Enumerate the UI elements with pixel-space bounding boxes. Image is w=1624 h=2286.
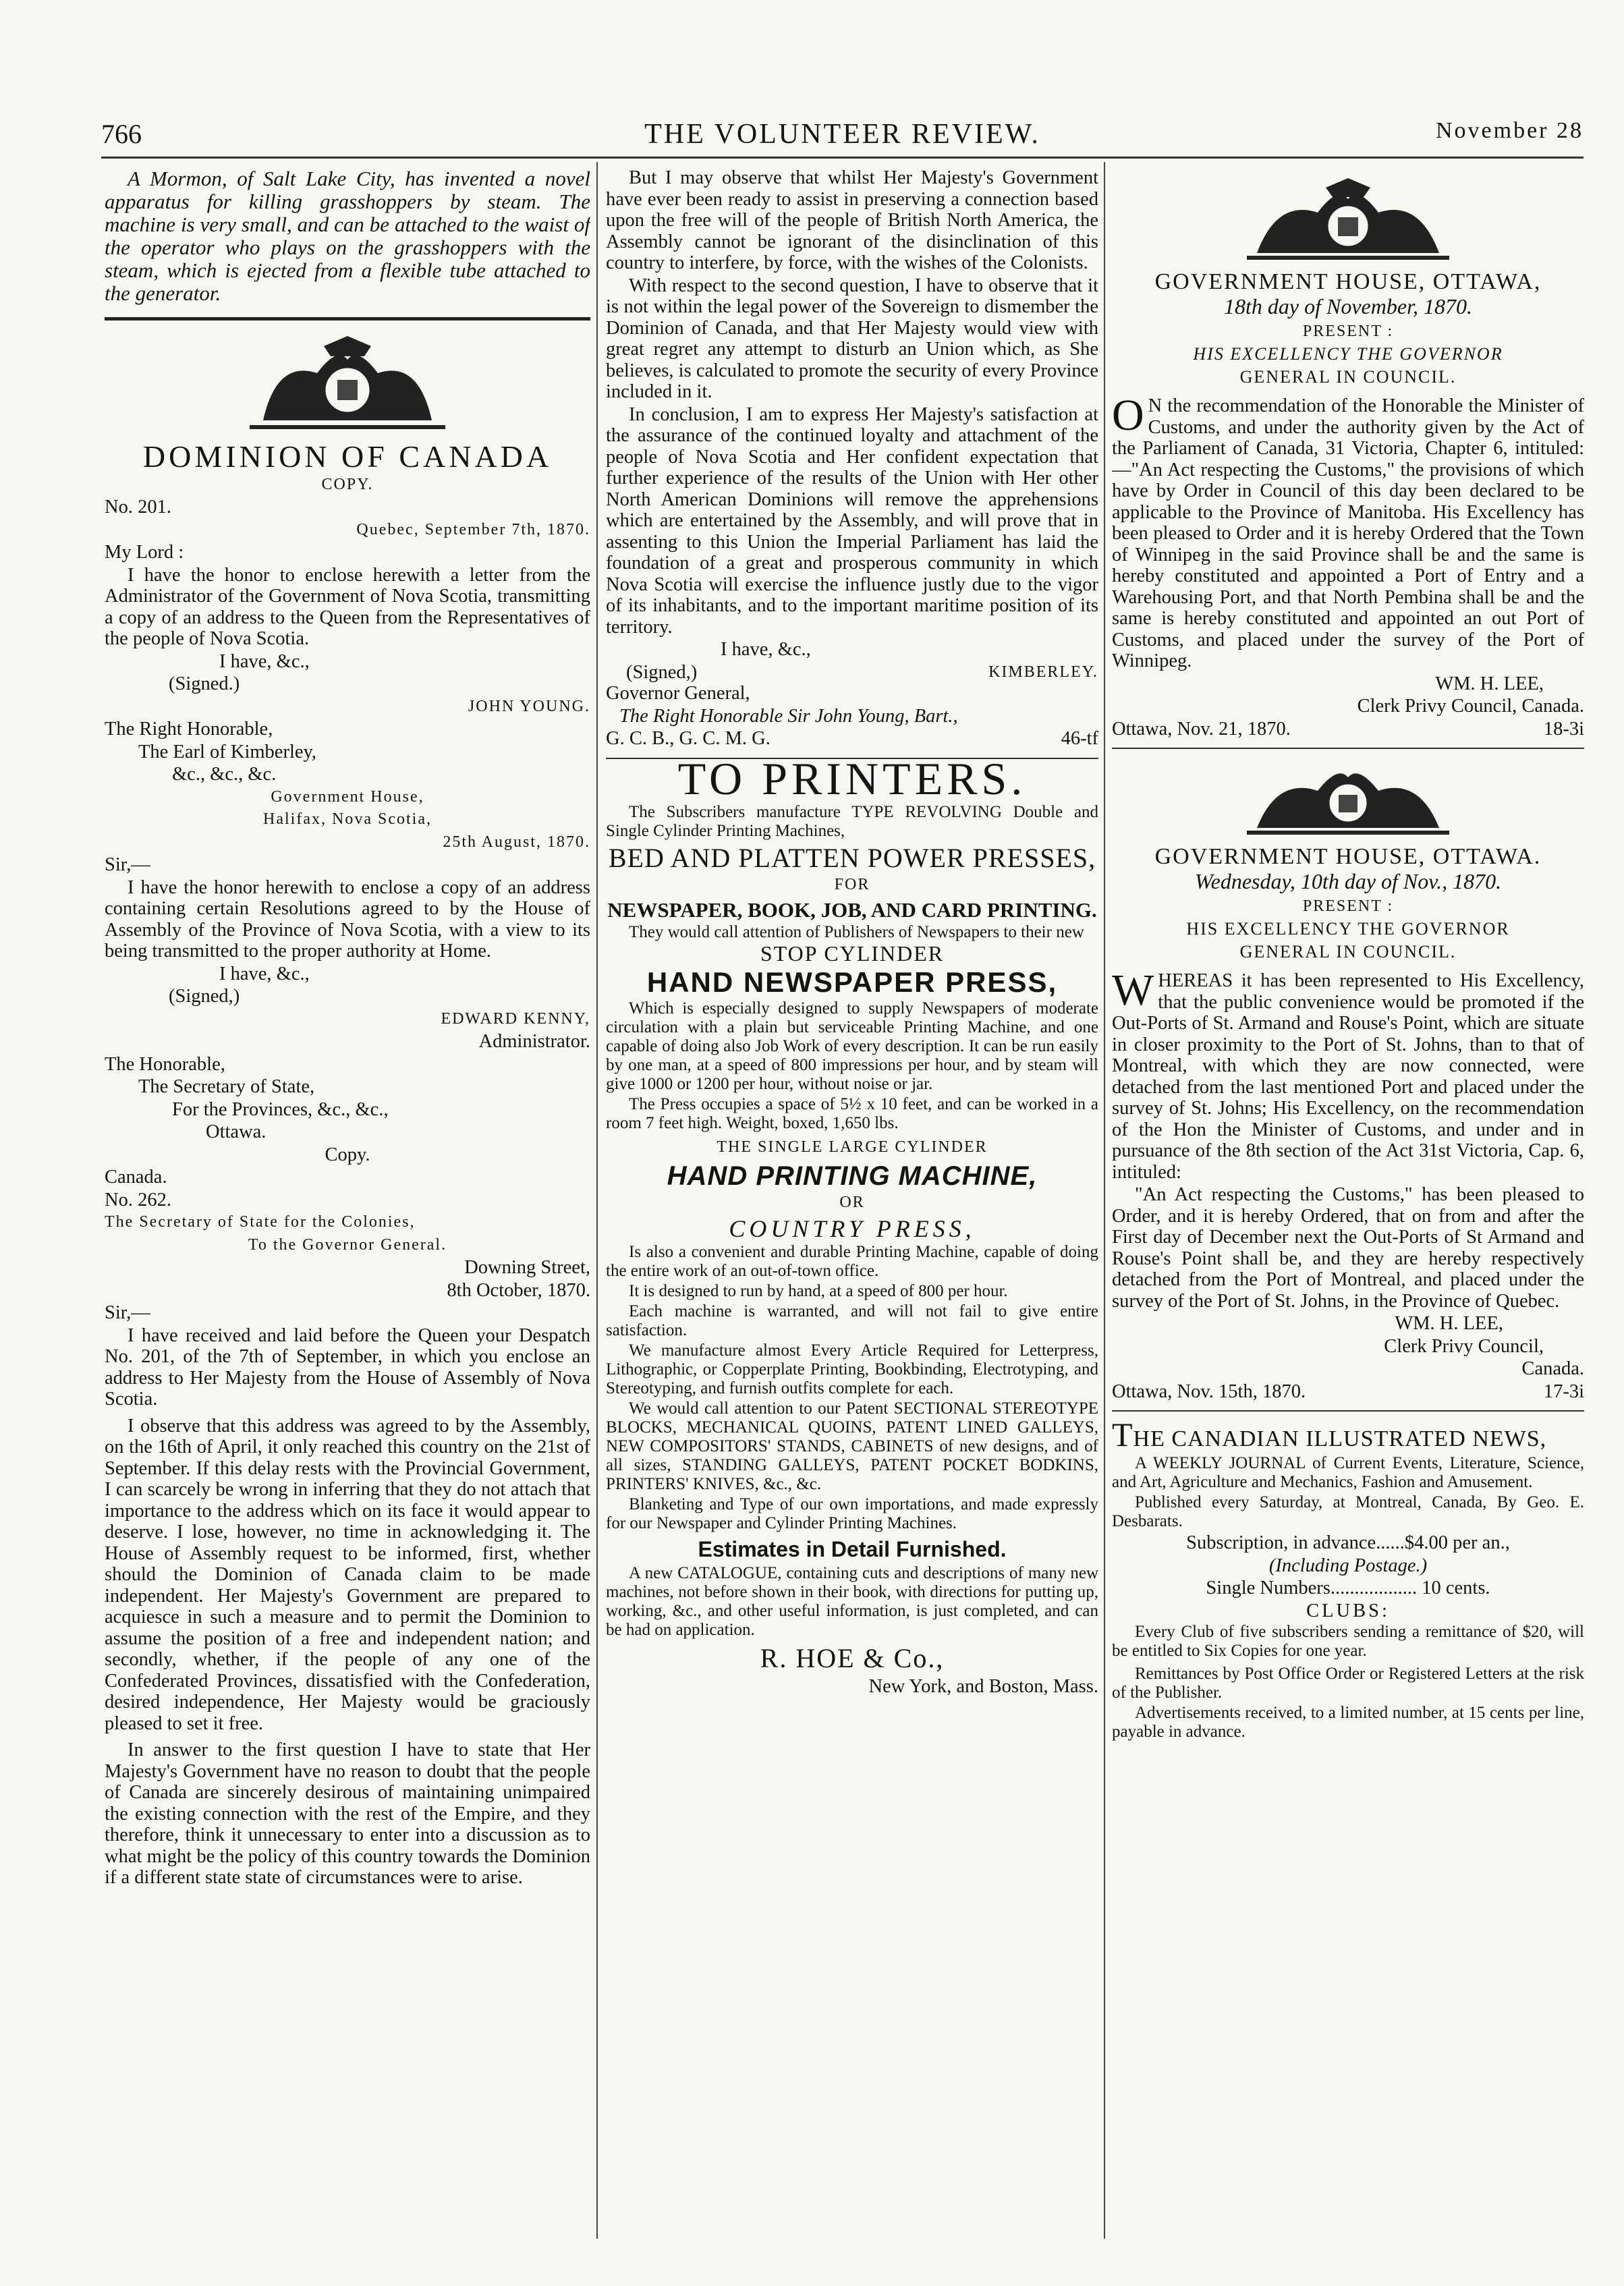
letter-paragraph: I have received and laid before the Queen your Despatch No. 201, of the 7th of September, in which you enclose an address to Her Majesty from the House of Assembly of Nova Scotia. xyxy=(105,1325,590,1410)
issue-date: November 28 xyxy=(1435,118,1584,143)
ad-paragraph: Each machine is warranted, and will not fail to give entire satisfaction. xyxy=(606,1302,1098,1339)
signatory: WM. H. LEE, xyxy=(1435,673,1544,694)
column-2 xyxy=(606,167,1098,1699)
page-title: THE VOLUNTEER REVIEW. xyxy=(644,119,1040,150)
copy-label: COPY. xyxy=(321,475,374,493)
council-line: GENERAL IN COUNCIL. xyxy=(1239,941,1457,961)
ad-subheadline: THE SINGLE LARGE CYLINDER xyxy=(717,1138,988,1156)
notice-dateline: Ottawa, Nov. 21, 1870. xyxy=(1112,718,1291,740)
addressee: For the Provinces, &c., &c., xyxy=(172,1098,389,1120)
ad-connector: FOR xyxy=(834,876,870,893)
ad-paragraph: Is also a convenient and durable Printing Machine, capable of doing the entire work of an out-of-town office. xyxy=(606,1243,1098,1280)
notice-text: N the recommendation of the Honorable the Minister of Customs, and under the authority given by the Act of the Parliament of Canada, 31 Victoria, Chapter 6, intituled:—"An Act respecting the Customs," the provisions of which have by Order in Council of this day been declared to be applicable to the Province of Manitoba. His Excellency has been pleased to Order and it is hereby Ordered that the Town of Winnipeg in the said Province shall be and the same is hereby constituted and appointed a Port of Entry and a Warehousing Port, and that North Pembina shall be and the same is hereby constituted and appointed an out Port of Customs, and placed under the survey of the Port of Winnipeg. xyxy=(1112,395,1584,671)
section-divider xyxy=(105,317,590,320)
copy-label: Copy. xyxy=(325,1144,370,1165)
postage-note: (Including Postage.) xyxy=(1268,1555,1428,1576)
signature-line xyxy=(606,662,1098,684)
ad-paragraph: We would call attention to our Patent SECTIONAL STEREOTYPE BLOCKS, MECHANICAL QUOINS, PATENT LINED GALLEYS, NEW COMPOSITORS' STANDS, CABINETS of new designs, and of all sizes, STANDING GALLEYS, PATENT POCKET BODKINS, PRINTERS' KNIVES, &c., &c. xyxy=(606,1399,1098,1493)
ad-title: HE CANADIAN ILLUSTRATED NEWS, xyxy=(1133,1426,1547,1451)
column-divider-1 xyxy=(596,162,598,2239)
ad-paragraph: A new CATALOGUE, containing cuts and descriptions of many new machines, not before shown in their book, with directions for putting up, working, &c., and other useful information, is just completed, and can be had on application. xyxy=(606,1564,1098,1639)
column-3 xyxy=(1112,167,1584,1743)
addressee: The Right Honorable Sir John Young, Bart., xyxy=(619,705,958,727)
despatch-number: No. 201. xyxy=(105,497,171,518)
despatch-number: No. 262. xyxy=(105,1189,171,1210)
signed-label: (Signed,) xyxy=(169,986,240,1007)
ad-paragraph: Every Club of five subscribers sending a remittance of $20, will be entitled to Six Copies for one year. xyxy=(1112,1623,1584,1660)
letter-date: 8th October, 1870. xyxy=(447,1279,590,1301)
ad-subheadline: HAND PRINTING MACHINE, xyxy=(667,1161,1038,1191)
ad-paragraph: Published every Saturday, at Montreal, Canada, By Geo. E. Desbarats. xyxy=(1112,1493,1584,1530)
addressee: &c., &c., &c. xyxy=(172,764,277,785)
column-1 xyxy=(105,167,590,1890)
ad-paragraph: They would call attention of Publishers of Newspapers to their new xyxy=(629,922,1084,941)
dateline xyxy=(1112,1381,1584,1403)
ad-headline: TO PRINTERS. xyxy=(677,752,1027,804)
page-header xyxy=(101,118,1584,159)
letterhead: Halifax, Nova Scotia, xyxy=(263,810,432,828)
council-line: GENERAL IN COUNCIL. xyxy=(1239,366,1457,387)
signed-label: (Signed.) xyxy=(169,673,240,694)
salutation: My Lord : xyxy=(105,542,184,563)
honours: G. C. B., G. C. M. G. xyxy=(606,728,771,749)
section-divider xyxy=(1112,1410,1584,1412)
single-price: Single Numbers.................. 10 cents. xyxy=(1206,1578,1490,1598)
section-divider xyxy=(1112,748,1584,749)
quebec-date: Quebec, September 7th, 1870. xyxy=(356,520,590,538)
signatory: JOHN YOUNG. xyxy=(468,697,590,715)
council-line: HIS EXCELLENCY THE GOVERNOR xyxy=(1186,919,1510,939)
ad-paragraph: Remittances by Post Office Order or Registered Letters at the risk of the Publisher. xyxy=(1112,1665,1584,1702)
notice-paragraph: "An Act respecting the Customs," has been pleased to Order, and it is hereby Ordered, that on from and after the First day of December next the Out-Ports of St Armand and Rouse's Point shall be, and they are hereby respectively detached from the Port of Montreal, and placed under the survey of the Port of St. Johns, in the Province of Quebec. xyxy=(1112,1184,1584,1312)
addressee: The Secretary of State, xyxy=(138,1076,315,1097)
mormon-note: A Mormon, of Salt Lake City, has invented a novel apparatus for killing grasshoppers by steam. The machine is very small, and can be attached to the waist of the operator who plays on the grasshoppers with the steam, which is ejected from a flexible tube attached to the generator. xyxy=(105,167,590,305)
addressee: The Earl of Kimberley, xyxy=(138,741,317,762)
clubs-heading: CLUBS: xyxy=(1306,1600,1390,1621)
notice-dateline: Ottawa, Nov. 15th, 1870. xyxy=(1112,1381,1306,1402)
signatory-title: Governor General, xyxy=(606,683,750,704)
sender: The Secretary of State for the Colonies, xyxy=(105,1213,416,1231)
letterhead: Government House, xyxy=(271,787,424,806)
notice-text: HEREAS it has been represented to His Excellency, that the public convenience would be promoted if the Out-Ports of St. Armand and Rouse's Point, which are situate in closer proximity to the Port of St. Johns, than to that of Montreal, with which they are now connected, were detached from the last mentioned Port and placed under the survey of St. Johns; His Excellency, on the recommendation of the Hon the Minister of Customs, and under and in pursuance of the 8th section of the Act 31st Victoria, Cap. 6, intituled: xyxy=(1112,970,1584,1183)
royal-coat-of-arms-icon xyxy=(1237,175,1459,263)
addressee: The Right Honorable, xyxy=(105,719,273,740)
signatory-title: Clerk Privy Council, Canada. xyxy=(1357,696,1584,717)
ad-paragraph: We manufacture almost Every Article Required for Letterpress, Lithographic, or Copperplate Printing, Bookbinding, Electrotyping, and Stereotyping, and furnish outfits complete for each. xyxy=(606,1341,1098,1397)
letter-paragraph: I observe that this address was agreed to by the Assembly, on the 16th of April, it only reached this country on the 21st of September. If this delay rests with the Provincial Government, I can scarcely be wrong in inferring that they do not attach that importance to the address which on its face it would appear to deserve. I lose, however, no time in acknowledging it. The House of Assembly request to be informed, first, whether should the Dominion of Canada claim to be made independent. Her Majesty's Government are prepared to acquiesce in such a measure and to permit the Dominion to assume the position of a free and independent nation; and secondly, whether, if the people of any one of the Confederated Provinces, dissatisfied with the Confederation, desired independence, Her Majesty would be graciously pleased to set it free. xyxy=(105,1415,590,1734)
header-rule xyxy=(101,157,1584,159)
ad-subheadline: BED AND PLATTEN POWER PRESSES, xyxy=(608,843,1096,873)
ad-paragraph: The Subscribers manufacture TYPE REVOLVING Double and Single Cylinder Printing Machines, xyxy=(606,803,1098,840)
ad-paragraph: Which is especially designed to supply Newspapers of moderate circulation with a plain but serviceable Printing Machine, and one capable of doing also Job Work of every description. It can be run easily by one man, at a speed of 800 impressions per hour, and by steam will give 1000 or 1200 per hour, without noise or jar. xyxy=(606,999,1098,1093)
letter-date: 25th August, 1870. xyxy=(443,833,590,851)
column-divider-2 xyxy=(1104,162,1105,2239)
closing: I have, &c., xyxy=(219,650,310,672)
letter-paragraph: I have the honor to enclose herewith a letter from the Administrator of the Government of Nova Scotia, transmitting a copy of an address to the Queen from the Representatives of the people of Nova Scotia. xyxy=(105,564,590,649)
ad-reference: 18-3i xyxy=(1543,718,1584,740)
advertiser-address: New York, and Boston, Mass. xyxy=(868,1676,1098,1697)
subscription-price: Subscription, in advance......$4.00 per an., xyxy=(1186,1532,1510,1553)
ad-headline xyxy=(1112,1416,1584,1454)
dominion-title: DOMINION OF CANADA xyxy=(142,439,553,474)
signatory: WM. H. LEE, xyxy=(1395,1313,1503,1334)
notice-date: Wednesday, 10th day of Nov., 1870. xyxy=(1194,868,1502,893)
signatory-title: Clerk Privy Council, xyxy=(1384,1335,1544,1357)
place: Canada. xyxy=(105,1167,167,1188)
addressee: The Honorable, xyxy=(105,1053,225,1075)
closing: I have, &c., xyxy=(219,963,310,984)
salutation: Sir,— xyxy=(105,854,150,875)
signatory: KIMBERLEY. xyxy=(988,663,1098,681)
signed-label: (Signed,) xyxy=(626,661,698,683)
ad-paragraph: A WEEKLY JOURNAL of Current Events, Literature, Science, and Art, Agriculture and Mechanics, Fashion and Amusement. xyxy=(1112,1454,1584,1491)
present-label: PRESENT : xyxy=(1302,322,1394,340)
royal-coat-of-arms-icon xyxy=(1237,757,1459,838)
letter-paragraph: In answer to the first question I have to state that Her Majesty's Government have no reason to doubt that the people of Canada are sincerely desirous of maintaining unimpaired the existing connection with the rest of the Empire, and they therefore, think it unnecessary to enter into a discussion as to what might be the policy of this country towards the Dominion if a different state state of circumstances were to arise. xyxy=(105,1739,590,1888)
notice-paragraph xyxy=(1112,391,1584,672)
closing: I have, &c., xyxy=(721,639,811,660)
notice-title: GOVERNMENT HOUSE, OTTAWA, xyxy=(1154,269,1542,294)
drop-cap: O xyxy=(1112,391,1144,440)
ad-paragraph: Blanketing and Type of our own importations, and made expressly for our Newspaper and Cylinder Printing Machines. xyxy=(606,1495,1098,1532)
present-label: PRESENT : xyxy=(1302,897,1394,915)
drop-cap: T xyxy=(1112,1416,1133,1453)
signatory: EDWARD KENNY, xyxy=(441,1009,590,1028)
honours-line xyxy=(606,728,1098,750)
notice-paragraph xyxy=(1112,966,1584,1183)
notice-title: GOVERNMENT HOUSE, OTTAWA. xyxy=(1154,844,1542,869)
letter-paragraph: In conclusion, I am to express Her Majesty's satisfaction at the assurance of the continued loyalty and attachment of the people of Nova Scotia and Her confident expectation that further experience of the results of the Union with Her other North American Dominions will remove the apprehensions which are entertained by the Assembly, and will prove that in assenting to this Union the Imperial Parliament has laid the foundation of a great and prosperous community in which Nova Scotia will exercise the influence justly due to the vigor of its inhabitants, and to the important maritime position of its territory. xyxy=(606,403,1098,638)
place: Canada. xyxy=(1521,1358,1584,1379)
ad-connector: OR xyxy=(839,1193,865,1211)
ad-subheadline: Estimates in Detail Furnished. xyxy=(698,1537,1007,1561)
salutation: Sir,— xyxy=(105,1302,150,1323)
royal-coat-of-arms-icon xyxy=(236,333,459,434)
letter-paragraph: But I may observe that whilst Her Majesty's Government have ever been ready to assist in preserving a connection based upon the free will of the people of British North America, the Assembly cannot be ignorant of the disinclination of this country to interfere, by force, with the wishes of the Colonists. xyxy=(606,167,1098,273)
ad-reference: 46-tf xyxy=(1061,728,1098,749)
ad-paragraph: It is designed to run by hand, at a speed of 800 per hour. xyxy=(629,1282,1008,1300)
council-line: HIS EXCELLENCY THE GOVERNOR xyxy=(1193,344,1503,364)
ad-paragraph: Advertisements received, to a limited number, at 15 cents per line, payable in advance. xyxy=(1112,1704,1584,1741)
ad-subheadline: STOP CYLINDER xyxy=(760,941,945,966)
drop-cap: W xyxy=(1112,966,1154,1015)
letter-paragraph: I have the honor herewith to enclose a copy of an address containing certain Resolutions agreed to by the House of Assembly of the Province of Nova Scotia, with a view to its being transmitted to the proper authority at Home. xyxy=(105,876,590,961)
ad-reference: 17-3i xyxy=(1543,1381,1584,1402)
ad-subheadline: HAND NEWSPAPER PRESS, xyxy=(646,966,1058,998)
letter-paragraph: With respect to the second question, I have to observe that it is not within the legal power of the Sovereign to dismember the Dominion of Canada, and that Her Majesty would view with great regret any attempt to disturb an Union which, as She believes, is calculated to promote the security of every Province included in it. xyxy=(606,275,1098,402)
dateline xyxy=(1112,719,1584,740)
recipient: To the Governor General. xyxy=(248,1235,447,1254)
addressee: Ottawa. xyxy=(206,1121,267,1142)
ad-subheadline: COUNTRY PRESS, xyxy=(729,1215,976,1242)
page-number: 766 xyxy=(101,119,142,149)
advertiser-name: R. HOE & Co., xyxy=(760,1643,945,1673)
ad-paragraph: The Press occupies a space of 5½ x 10 feet, and can be worked in a room 7 feet high. Weight, boxed, 1,650 lbs. xyxy=(606,1095,1098,1132)
signatory-title: Administrator. xyxy=(478,1031,590,1052)
letterhead: Downing Street, xyxy=(464,1257,590,1278)
ad-subheadline: NEWSPAPER, BOOK, JOB, AND CARD PRINTING. xyxy=(607,897,1097,922)
notice-date: 18th day of November, 1870. xyxy=(1224,294,1472,318)
